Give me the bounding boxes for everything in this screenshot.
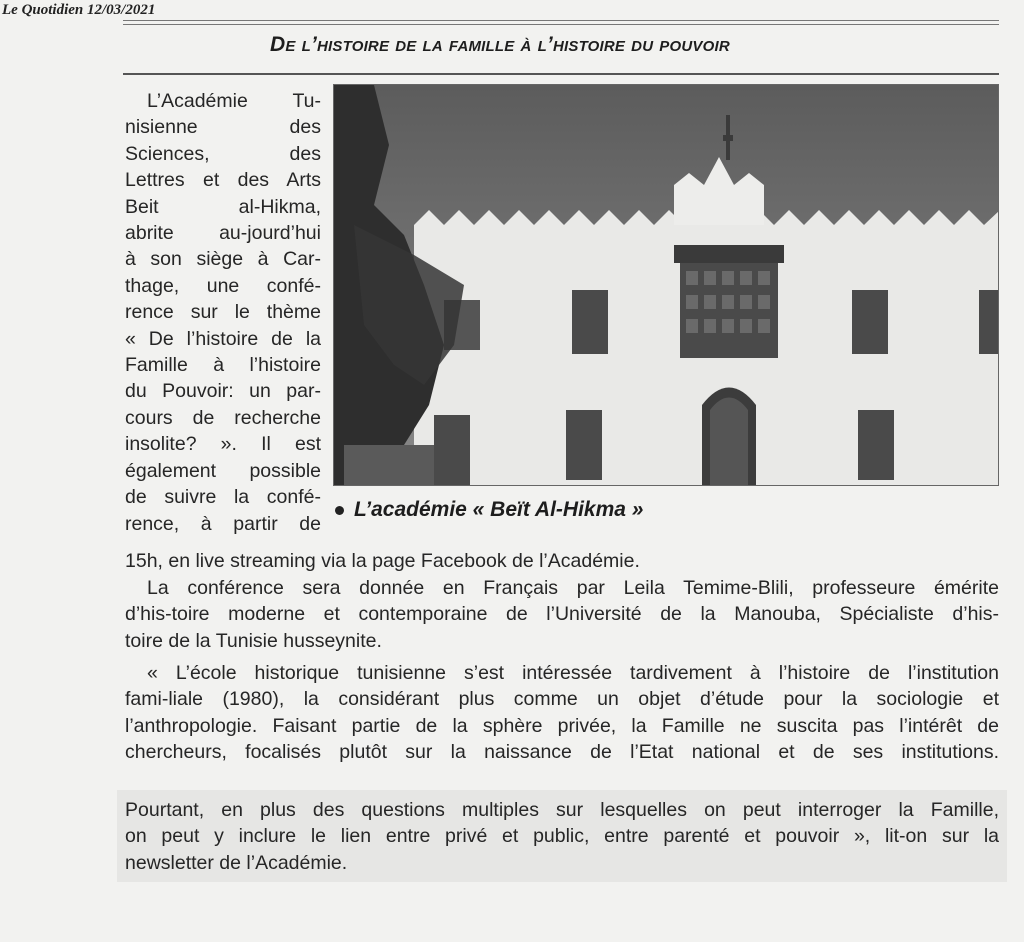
column-line: nisienne des (125, 116, 321, 139)
column-line: de suivre la confé- (125, 486, 321, 509)
body-line: chercheurs, focalisés plutôt sur la naissance de l’Etat national et de ses institutions. (125, 741, 999, 764)
headline-rule (123, 73, 999, 75)
intro-column (125, 88, 321, 537)
body-line: Pourtant, en plus des questions multiples sur lesquelles on peut interroger la Famille, (125, 799, 999, 821)
column-line: Famille à l’histoire (125, 354, 321, 377)
photo-caption (335, 498, 643, 522)
body-line: toire de la Tunisie husseynite. (125, 629, 382, 652)
column-line: insolite? ». Il est (125, 433, 321, 456)
paragraph-1-tail (125, 548, 999, 574)
body-line: d’his-toire moderne et contemporaine de l’Université de la Manouba, Spécialiste d’his- (125, 603, 999, 626)
column-line: Sciences, des (125, 142, 321, 165)
top-rule (123, 20, 999, 25)
column-line: « De l’histoire de la (125, 327, 321, 350)
body-line: newsletter de l’Académie. (125, 851, 348, 874)
body-line: on peut y inclure le lien entre privé et public, entre parenté et pouvoir », lit-on sur la (125, 825, 999, 848)
column-line: également possible (125, 459, 321, 482)
body-line: fami-liale (1980), la considérant plus comme un objet d’étude pour la sociologie et (125, 688, 999, 711)
column-line: L’Académie Tu- (147, 90, 321, 112)
column-line: cours de recherche (125, 406, 321, 429)
caption-text: L’académie « Beït Al-Hikma » (354, 498, 644, 521)
body-line: l’anthropologie. Faisant partie de la sphère privée, la Famille ne suscita pas l’intérêt de (125, 714, 999, 737)
bullet-icon (335, 506, 344, 515)
column-line: à son siège à Car- (125, 248, 321, 271)
body-line: La conférence sera donnée en Français par Leila Temime-Blili, professeure émérite (147, 577, 999, 599)
column-line: du Pouvoir: un par- (125, 380, 321, 403)
column-line: rence sur le thème (125, 301, 321, 324)
column-line: abrite au-jourd’hui (125, 222, 321, 245)
body-line: « L’école historique tunisienne s’est intéressée tardivement à l’histoire de l’institution (147, 662, 999, 684)
masthead: Le Quotidien 12/03/2021 (2, 2, 156, 18)
paragraph-3 (125, 660, 999, 766)
building-photo-illustration (334, 85, 999, 486)
article-headline: De l’histoire de la famille à l’histoire du pouvoir (270, 33, 730, 56)
academy-photo (333, 84, 999, 486)
column-line: thage, une confé- (125, 274, 321, 297)
column-line: Beit al-Hikma, (125, 195, 321, 218)
paragraph-2 (125, 575, 999, 654)
paragraph-4 (125, 797, 999, 876)
body-line: 15h, en live streaming via la page Facebook de l’Académie. (125, 550, 640, 572)
column-line: Lettres et des Arts (125, 169, 321, 192)
column-line: rence, à partir de (125, 512, 321, 535)
